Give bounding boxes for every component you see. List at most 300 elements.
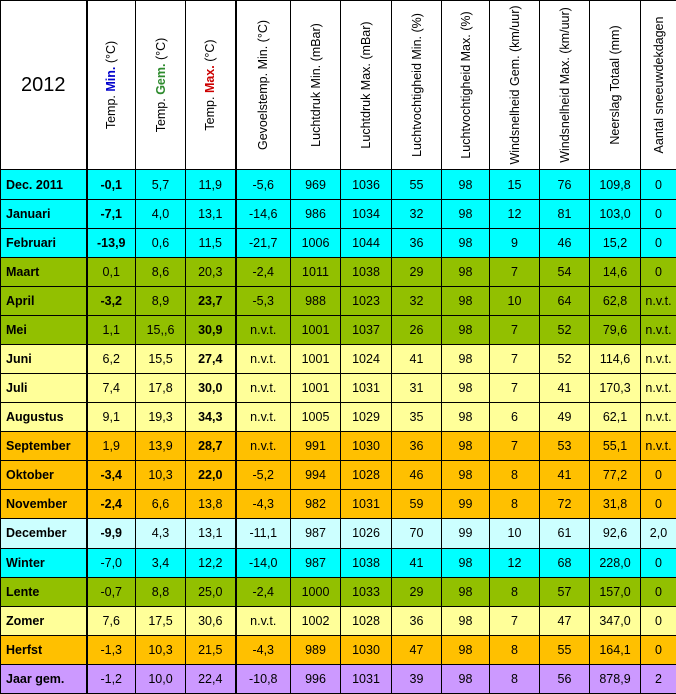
- table-cell: 81: [540, 199, 590, 228]
- table-cell: 55: [540, 635, 590, 664]
- table-cell: 32: [392, 286, 442, 315]
- header-text-part: Aantal sneeuwdekdagen: [651, 16, 666, 154]
- table-cell: 99: [442, 519, 490, 548]
- table-cell: 1000: [291, 577, 341, 606]
- table-cell: 31: [392, 374, 442, 403]
- table-cell: 1030: [341, 635, 392, 664]
- table-cell: -2,4: [87, 490, 136, 519]
- table-cell: 103,0: [590, 199, 641, 228]
- column-header-wrapper: [490, 1, 539, 169]
- table-cell: 54: [540, 257, 590, 286]
- column-header: [236, 1, 291, 170]
- header-text-suffix: (°C): [153, 37, 168, 64]
- header-text-part: Windsnelheid Max. (km/uur): [557, 7, 572, 164]
- table-cell: 98: [442, 199, 490, 228]
- table-cell: 0: [641, 257, 676, 286]
- row-label: Maart: [1, 257, 87, 286]
- header-text-part: Temp.: [104, 91, 119, 130]
- table-row: [1, 577, 676, 606]
- table-cell: 109,8: [590, 170, 641, 199]
- table-cell: 5,7: [136, 170, 186, 199]
- table-cell: n.v.t.: [641, 315, 676, 344]
- table-cell: 1033: [341, 577, 392, 606]
- table-cell: 0: [641, 548, 676, 577]
- table-cell: 9: [490, 228, 540, 257]
- table-cell: 114,6: [590, 344, 641, 373]
- table-cell: 8: [490, 635, 540, 664]
- table-cell: 1001: [291, 315, 341, 344]
- table-cell: 1002: [291, 606, 341, 635]
- table-cell: 7: [490, 432, 540, 461]
- table-cell: 8: [490, 461, 540, 490]
- table-cell: 1001: [291, 344, 341, 373]
- column-header: [392, 1, 442, 170]
- table-row: [1, 170, 676, 199]
- table-cell: 994: [291, 461, 341, 490]
- table-cell: 8: [490, 490, 540, 519]
- table-cell: 0: [641, 170, 676, 199]
- table-cell: 12,2: [186, 548, 236, 577]
- column-header-wrapper: [291, 1, 340, 169]
- table-cell: n.v.t.: [236, 344, 291, 373]
- table-cell: 34,3: [186, 403, 236, 432]
- table-cell: 25,0: [186, 577, 236, 606]
- table-cell: 76: [540, 170, 590, 199]
- header-colored-word: Gem.: [153, 63, 168, 96]
- table-cell: -5,2: [236, 461, 291, 490]
- table-cell: 1001: [291, 374, 341, 403]
- table-cell: 41: [392, 548, 442, 577]
- table-cell: 49: [540, 403, 590, 432]
- table-cell: 64: [540, 286, 590, 315]
- table-cell: 52: [540, 315, 590, 344]
- table-cell: 969: [291, 170, 341, 199]
- table-cell: 1034: [341, 199, 392, 228]
- table-cell: 57: [540, 577, 590, 606]
- table-cell: 6: [490, 403, 540, 432]
- table-cell: 23,7: [186, 286, 236, 315]
- table-cell: 19,3: [136, 403, 186, 432]
- table-cell: 98: [442, 577, 490, 606]
- table-cell: 47: [392, 635, 442, 664]
- table-cell: 878,9: [590, 664, 641, 693]
- header-text-part: Luchtvochtigheid Min. (%): [409, 13, 424, 158]
- table-cell: 8,6: [136, 257, 186, 286]
- table-cell: 2,0: [641, 519, 676, 548]
- column-header-text: [558, 7, 572, 163]
- column-header-wrapper: [237, 1, 291, 169]
- table-row: [1, 257, 676, 286]
- row-label: Dec. 2011: [1, 170, 87, 199]
- table-cell: 1,9: [87, 432, 136, 461]
- table-cell: 36: [392, 228, 442, 257]
- row-label: April: [1, 286, 87, 315]
- column-header: [540, 1, 590, 170]
- table-cell: 1031: [341, 374, 392, 403]
- table-cell: 7,6: [87, 606, 136, 635]
- table-cell: 62,8: [590, 286, 641, 315]
- column-header-wrapper: [136, 1, 185, 169]
- table-cell: 1038: [341, 257, 392, 286]
- header-text-part: Luchtvochtigheid Max. (%): [458, 11, 473, 159]
- table-cell: 98: [442, 374, 490, 403]
- table-cell: 6,2: [87, 344, 136, 373]
- table-cell: 1031: [341, 490, 392, 519]
- column-header-text: [608, 26, 622, 145]
- table-cell: n.v.t.: [236, 374, 291, 403]
- table-cell: 991: [291, 432, 341, 461]
- table-cell: 982: [291, 490, 341, 519]
- table-cell: 12: [490, 548, 540, 577]
- table-cell: 1026: [341, 519, 392, 548]
- table-cell: 1029: [341, 403, 392, 432]
- table-cell: 7: [490, 374, 540, 403]
- table-cell: 1023: [341, 286, 392, 315]
- row-label: Zomer: [1, 606, 87, 635]
- table-row: [1, 548, 676, 577]
- column-header-text: [410, 13, 424, 157]
- table-cell: 15,5: [136, 344, 186, 373]
- row-label: Winter: [1, 548, 87, 577]
- table-row: [1, 344, 676, 373]
- column-header: [590, 1, 641, 170]
- column-header: [186, 1, 236, 170]
- header-colored-word: Min.: [104, 66, 119, 92]
- year-label: 2012: [1, 1, 87, 170]
- table-cell: 98: [442, 461, 490, 490]
- row-label: Juni: [1, 344, 87, 373]
- table-cell: 1037: [341, 315, 392, 344]
- table-cell: 8,9: [136, 286, 186, 315]
- table-cell: n.v.t.: [641, 403, 676, 432]
- header-text-part: Gevoelstemp. Min. (°C): [256, 20, 271, 151]
- table-cell: n.v.t.: [236, 432, 291, 461]
- column-header: [490, 1, 540, 170]
- table-cell: 98: [442, 635, 490, 664]
- table-cell: 10,3: [136, 635, 186, 664]
- column-header-wrapper: [392, 1, 441, 169]
- table-cell: 1006: [291, 228, 341, 257]
- row-label: Jaar gem.: [1, 664, 87, 693]
- header-row: [1, 1, 676, 170]
- table-row: [1, 199, 676, 228]
- table-row: [1, 519, 676, 548]
- table-cell: -1,3: [87, 635, 136, 664]
- table-cell: 0: [641, 461, 676, 490]
- table-cell: 77,2: [590, 461, 641, 490]
- column-header-wrapper: [590, 1, 640, 169]
- table-cell: 98: [442, 315, 490, 344]
- table-cell: 986: [291, 199, 341, 228]
- row-label: Januari: [1, 199, 87, 228]
- column-header-text: [154, 38, 168, 133]
- table-cell: 6,6: [136, 490, 186, 519]
- table-row: [1, 286, 676, 315]
- table-cell: n.v.t.: [236, 315, 291, 344]
- table-cell: 996: [291, 664, 341, 693]
- table-cell: 22,0: [186, 461, 236, 490]
- table-cell: 55,1: [590, 432, 641, 461]
- table-cell: 1044: [341, 228, 392, 257]
- column-header-text: [508, 6, 522, 165]
- table-cell: 0,1: [87, 257, 136, 286]
- table-cell: 987: [291, 519, 341, 548]
- table-cell: 1036: [341, 170, 392, 199]
- table-cell: 98: [442, 257, 490, 286]
- table-cell: 41: [540, 461, 590, 490]
- table-cell: 15: [490, 170, 540, 199]
- table-cell: 8,8: [136, 577, 186, 606]
- table-cell: -10,8: [236, 664, 291, 693]
- table-cell: 55: [392, 170, 442, 199]
- table-row: [1, 432, 676, 461]
- table-cell: 4,3: [136, 519, 186, 548]
- column-header-wrapper: [442, 1, 489, 169]
- table-cell: -3,4: [87, 461, 136, 490]
- table-cell: 52: [540, 344, 590, 373]
- table-cell: n.v.t.: [641, 344, 676, 373]
- header-text-part: Windsnelheid Gem. (km/uur): [507, 5, 522, 165]
- table-cell: n.v.t.: [236, 606, 291, 635]
- table-cell: 22,4: [186, 664, 236, 693]
- column-header: [291, 1, 341, 170]
- column-header-text: [256, 20, 270, 150]
- column-header-wrapper: [186, 1, 235, 169]
- column-header: [87, 1, 136, 170]
- table-cell: 1,1: [87, 315, 136, 344]
- table-cell: 7: [490, 344, 540, 373]
- table-cell: n.v.t.: [641, 374, 676, 403]
- table-cell: -11,1: [236, 519, 291, 548]
- table-cell: 98: [442, 170, 490, 199]
- table-cell: 56: [540, 664, 590, 693]
- table-cell: -13,9: [87, 228, 136, 257]
- column-header-wrapper: [540, 1, 589, 169]
- table-cell: 36: [392, 606, 442, 635]
- table-cell: 98: [442, 548, 490, 577]
- table-cell: 29: [392, 577, 442, 606]
- column-header-text: [359, 22, 373, 149]
- header-text-suffix: (°C): [203, 39, 218, 66]
- table-cell: 28,7: [186, 432, 236, 461]
- table-cell: 17,5: [136, 606, 186, 635]
- table-cell: 21,5: [186, 635, 236, 664]
- table-cell: 98: [442, 403, 490, 432]
- column-header: [341, 1, 392, 170]
- table-cell: 32: [392, 199, 442, 228]
- table-row: [1, 403, 676, 432]
- table-cell: 30,9: [186, 315, 236, 344]
- table-cell: 3,4: [136, 548, 186, 577]
- table-row: [1, 490, 676, 519]
- table-cell: 1030: [341, 432, 392, 461]
- table-cell: 0: [641, 490, 676, 519]
- table-cell: 7,4: [87, 374, 136, 403]
- header-text-suffix: (°C): [104, 41, 119, 67]
- row-label: September: [1, 432, 87, 461]
- table-cell: 1024: [341, 344, 392, 373]
- table-cell: 0: [641, 228, 676, 257]
- table-cell: 59: [392, 490, 442, 519]
- table-cell: 0: [641, 577, 676, 606]
- table-cell: 47: [540, 606, 590, 635]
- table-cell: -1,2: [87, 664, 136, 693]
- header-text-part: Luchtdruk Min. (mBar): [308, 23, 323, 148]
- row-label: Oktober: [1, 461, 87, 490]
- table-cell: 39: [392, 664, 442, 693]
- table-cell: -5,6: [236, 170, 291, 199]
- table-cell: 1031: [341, 664, 392, 693]
- row-label: Lente: [1, 577, 87, 606]
- table-row: [1, 315, 676, 344]
- table-cell: 989: [291, 635, 341, 664]
- table-cell: 13,1: [186, 519, 236, 548]
- table-cell: 10,3: [136, 461, 186, 490]
- table-cell: 13,1: [186, 199, 236, 228]
- table-row: [1, 606, 676, 635]
- table-cell: 1011: [291, 257, 341, 286]
- table-cell: -4,3: [236, 635, 291, 664]
- table-cell: 46: [392, 461, 442, 490]
- table-cell: 30,0: [186, 374, 236, 403]
- table-cell: 53: [540, 432, 590, 461]
- table-cell: 1028: [341, 461, 392, 490]
- table-cell: 9,1: [87, 403, 136, 432]
- table-cell: -14,6: [236, 199, 291, 228]
- table-row: [1, 228, 676, 257]
- table-cell: 988: [291, 286, 341, 315]
- table-cell: 1005: [291, 403, 341, 432]
- row-label: Augustus: [1, 403, 87, 432]
- table-row: [1, 635, 676, 664]
- table-cell: 7: [490, 257, 540, 286]
- table-cell: 164,1: [590, 635, 641, 664]
- table-row: [1, 664, 676, 693]
- column-header-text: [459, 12, 473, 159]
- row-label: Mei: [1, 315, 87, 344]
- table-cell: n.v.t.: [641, 286, 676, 315]
- table-cell: 41: [392, 344, 442, 373]
- table-cell: 61: [540, 519, 590, 548]
- table-cell: 20,3: [186, 257, 236, 286]
- table-cell: -3,2: [87, 286, 136, 315]
- table-cell: 228,0: [590, 548, 641, 577]
- table-cell: 98: [442, 286, 490, 315]
- table-cell: 10: [490, 519, 540, 548]
- header-text-part: Luchtdruk Max. (mBar): [359, 21, 373, 149]
- table-cell: 11,5: [186, 228, 236, 257]
- table-cell: 70: [392, 519, 442, 548]
- table-cell: -0,7: [87, 577, 136, 606]
- row-label: Herfst: [1, 635, 87, 664]
- table-cell: 1028: [341, 606, 392, 635]
- column-header-wrapper: [341, 1, 391, 169]
- table-cell: 92,6: [590, 519, 641, 548]
- table-cell: 15,2: [590, 228, 641, 257]
- table-cell: 8: [490, 577, 540, 606]
- table-cell: 7: [490, 606, 540, 635]
- table-cell: 170,3: [590, 374, 641, 403]
- table-cell: 72: [540, 490, 590, 519]
- table-cell: 62,1: [590, 403, 641, 432]
- table-cell: 98: [442, 664, 490, 693]
- table-cell: 4,0: [136, 199, 186, 228]
- table-cell: 10: [490, 286, 540, 315]
- table-cell: 0: [641, 635, 676, 664]
- table-cell: 29: [392, 257, 442, 286]
- table-cell: 987: [291, 548, 341, 577]
- table-cell: 98: [442, 344, 490, 373]
- table-cell: 79,6: [590, 315, 641, 344]
- table-cell: 35: [392, 403, 442, 432]
- table-cell: 36: [392, 432, 442, 461]
- header-text-part: Temp.: [203, 93, 218, 131]
- table-row: [1, 374, 676, 403]
- table-cell: -5,3: [236, 286, 291, 315]
- table-cell: -7,0: [87, 548, 136, 577]
- table-cell: -7,1: [87, 199, 136, 228]
- table-cell: 41: [540, 374, 590, 403]
- table-cell: 0: [641, 199, 676, 228]
- table-cell: -4,3: [236, 490, 291, 519]
- column-header-text: [652, 17, 666, 154]
- table-cell: 98: [442, 606, 490, 635]
- column-header-wrapper: [641, 1, 676, 169]
- table-cell: 17,8: [136, 374, 186, 403]
- table-cell: 26: [392, 315, 442, 344]
- table-cell: 31,8: [590, 490, 641, 519]
- table-cell: 0: [641, 606, 676, 635]
- table-cell: 11,9: [186, 170, 236, 199]
- column-header-text: [309, 23, 323, 147]
- column-header: [442, 1, 490, 170]
- table-cell: 99: [442, 490, 490, 519]
- table-cell: 2: [641, 664, 676, 693]
- table-cell: 15,,6: [136, 315, 186, 344]
- table-cell: 12: [490, 199, 540, 228]
- table-cell: 98: [442, 228, 490, 257]
- table-cell: -2,4: [236, 577, 291, 606]
- table-cell: 13,9: [136, 432, 186, 461]
- table-cell: -2,4: [236, 257, 291, 286]
- table-cell: -9,9: [87, 519, 136, 548]
- header-text-part: Temp.: [153, 95, 168, 133]
- header-colored-word: Max.: [203, 65, 218, 94]
- column-header: [136, 1, 186, 170]
- table-cell: 46: [540, 228, 590, 257]
- row-label: Juli: [1, 374, 87, 403]
- table-cell: 0,6: [136, 228, 186, 257]
- column-header-text: [203, 40, 217, 131]
- table-cell: -21,7: [236, 228, 291, 257]
- table-cell: 7: [490, 315, 540, 344]
- table-body: [1, 1, 676, 694]
- table-cell: 98: [442, 432, 490, 461]
- row-label: November: [1, 490, 87, 519]
- column-header-text: [104, 41, 118, 129]
- header-text-part: Neerslag Totaal (mm): [608, 25, 622, 145]
- table-cell: 8: [490, 664, 540, 693]
- table-cell: n.v.t.: [236, 403, 291, 432]
- table-cell: 157,0: [590, 577, 641, 606]
- table-cell: -14,0: [236, 548, 291, 577]
- table-cell: n.v.t.: [641, 432, 676, 461]
- table-cell: -0,1: [87, 170, 136, 199]
- table-cell: 1038: [341, 548, 392, 577]
- table-cell: 13,8: [186, 490, 236, 519]
- table-cell: 30,6: [186, 606, 236, 635]
- table-cell: 14,6: [590, 257, 641, 286]
